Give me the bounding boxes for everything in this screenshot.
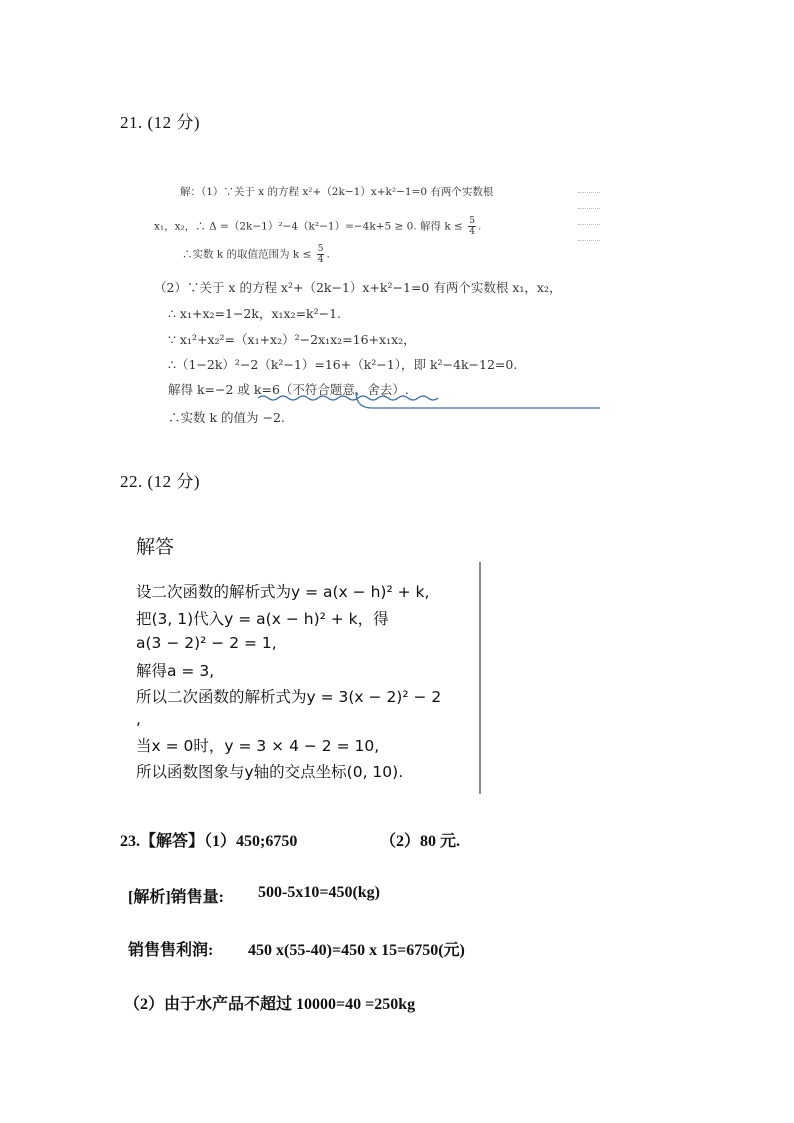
q22-line-2: 把(3, 1)代入y = a(x − h)² + k，得 (136, 610, 389, 628)
scan-line-8: 解得 k=−2 或 k=6（不符合题意，舍去）. (168, 382, 409, 397)
question-21-header: 21. (12 分) (120, 113, 201, 132)
scan-line-2: x₁，x₂，∴ Δ =（2k−1）²−4（k²−1）=−4k+5 ≥ 0. 解得 k ≤ $\frac{5}{4}$ . (154, 216, 482, 237)
scan-line-1: 解：（1）∵关于 x 的方程 x²+（2k−1）x+k²−1=0 有两个实数根 (180, 186, 494, 198)
question-22-header: 22. (12 分) (120, 472, 201, 491)
answer-side-bar (479, 562, 481, 794)
fraction-five-fourths-2: $\frac{5}{4}$ (317, 244, 324, 265)
scan-line-9: ∴实数 k 的值为 −2. (168, 410, 285, 425)
scan-line-6: ∵ x₁²+x₂²=（x₁+x₂）²−2x₁x₂=16+x₁x₂， (168, 332, 416, 347)
q22-line-1: 设二次函数的解析式为y = a(x − h)² + k, (136, 583, 430, 601)
scan-line-7: ∴（1−2k）²−2（k²−1）=16+（k²−1），即 k²−4k−12=0. (168, 357, 518, 372)
answer-title: 解答 (136, 536, 175, 558)
q22-line-7: 当x = 0时，y = 3 × 4 − 2 = 10, (136, 737, 380, 755)
scan-line-5: ∴ x₁+x₂=1−2k，x₁x₂=k²−1. (168, 306, 342, 321)
fraction-five-fourths: $\frac{5}{4}$ (469, 216, 475, 237)
q22-line-3: a(3 − 2)² − 2 = 1, (136, 634, 277, 652)
q22-line-5: 所以二次函数的解析式为y = 3(x − 2)² − 2 (136, 688, 442, 706)
q21-solution-scan (148, 178, 600, 428)
q22-line-4: 解得a = 3, (136, 662, 215, 680)
q23-profit-label: 销售售利润: (128, 942, 214, 959)
q23-profit-value: 450 x(55-40)=450 x 15=6750(元) (248, 942, 465, 959)
q22-answer-block (136, 532, 488, 794)
scan-line-3: ∴实数 k 的取值范围为 k ≤ $\frac{5}{4}$ . (182, 244, 330, 265)
q23-analysis-value: 500-5x10=450(kg) (258, 884, 380, 901)
q22-line-8: 所以函数图象与y轴的交点坐标(0, 10). (136, 763, 404, 781)
q23-part2-line: （2）由于水产品不超过 10000=40 =250kg (124, 996, 416, 1013)
q23-analysis-label: [解析]销售量: (128, 889, 224, 906)
q22-line-6: , (136, 710, 141, 728)
q23-answer-line: 23.【解答】（1）450;6750 (120, 833, 298, 850)
q23-answer-part2: （2）80 元. (380, 833, 461, 850)
handwritten-underline-mark (148, 178, 600, 428)
scan-line-4: （2）∵关于 x 的方程 x²+（2k−1）x+k²−1=0 有两个实数根 x₁，x₂， (154, 280, 562, 295)
